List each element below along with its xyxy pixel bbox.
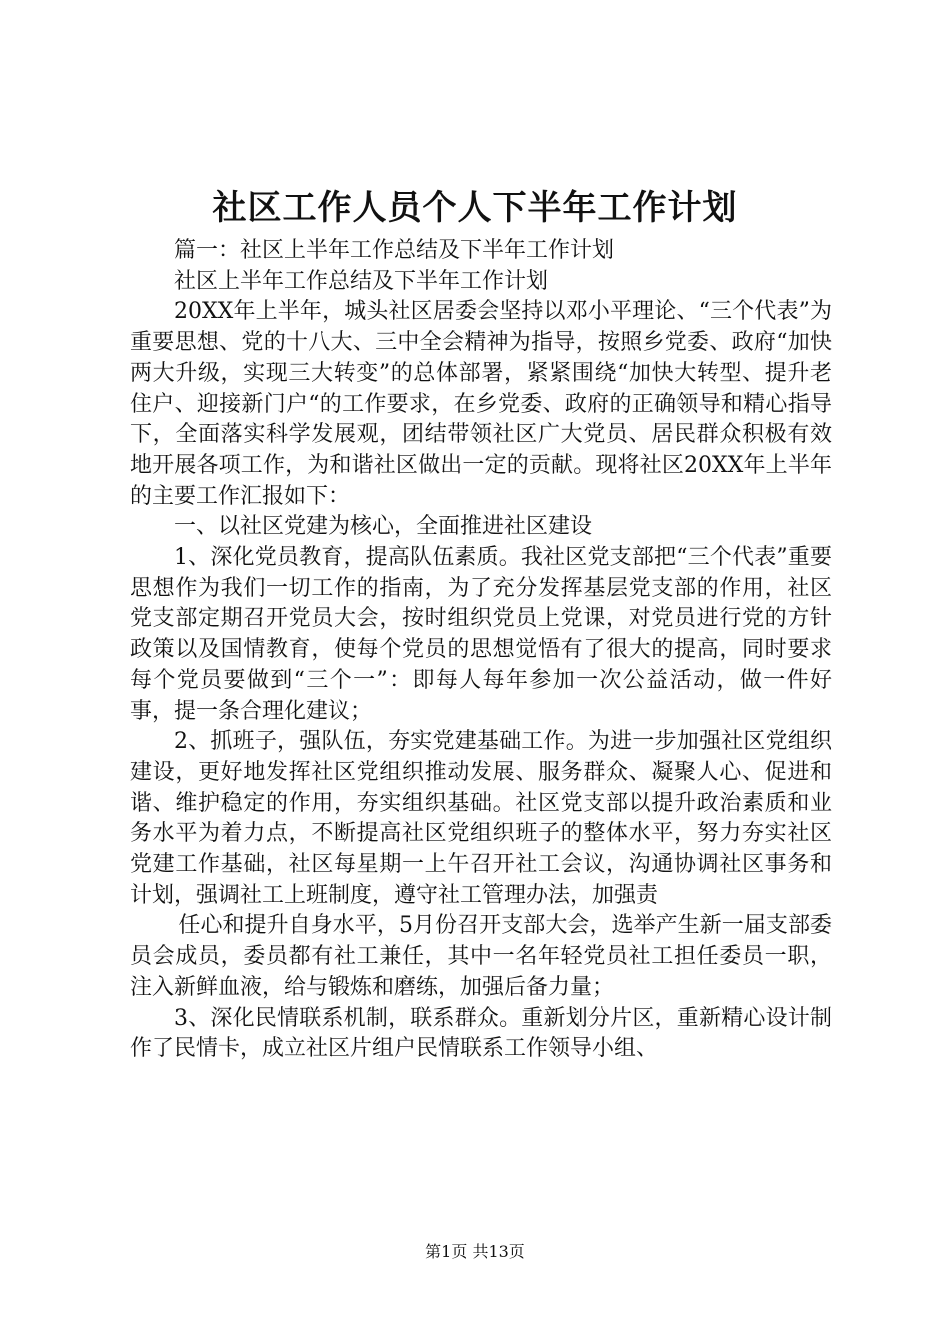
section-heading: 一、以社区党建为核心，全面推进社区建设 — [174, 514, 593, 540]
document-body — [130, 236, 832, 1065]
paragraph-heading: 社区上半年工作总结及下半年工作计划 — [174, 268, 549, 294]
paragraph-item-1: 1、深化党员教育，提高队伍素质。我社区党支部把“三个代表”重要思想作为我们一切工作的指南，为了充分发挥基层党支部的作用，社区党支部定期召开党员大会，按时组织党员上党课，对党员进行党的方针政策以及国情教育，使每个党员的思想觉悟有了很大的提高，同时要求每个党员要做到“三个一”：即每人每年参加一次公益活动，做一件好事，提一条合理化建议； — [130, 545, 832, 724]
document-title: 社区工作人员个人下半年工作计划 — [212, 188, 738, 228]
paragraph-item-3: 3、深化民情联系机制，联系群众。重新划分片区，重新精心设计制作了民情卡，成立社区片组户民情联系工作领导小组、 — [130, 1005, 832, 1062]
paragraph-intro: 20XX年上半年，城头社区居委会坚持以邓小平理论、“三个代表”为重要思想、党的十八大、三中全会精神为指导，按照乡党委、政府“加快两大升级，实现三大转变”的总体部署，紧紧围绕“加快大转型、提升老住户、迎接新门户“的工作要求，在乡党委、政府的正确领导和精心指导下，全面落实科学发展观，团结带领社区广大党员、居民群众积极有效地开展各项工作，为和谐社区做出一定的贡献。现将社区20XX年上半年的主要工作汇报如下： — [130, 299, 832, 509]
page-footer: 第1页 共13页 — [425, 1242, 525, 1261]
paragraph-item-2: 2、抓班子，强队伍，夯实党建基础工作。为进一步加强社区党组织建设，更好地发挥社区党组织推动发展、服务群众、凝聚人心、促进和谐、维护稳定的作用，夯实组织基础。社区党支部以提升政治素质和业务水平为着力点，不断提高社区党组织班子的整体水平，努力夯实社区党建工作基础，社区每星期一上午召开社工会议，沟通协调社区事务和计划，强调社工上班制度，遵守社工管理办法，加强责 — [130, 729, 832, 908]
paragraph-item-2-continued: 任心和提升自身水平，5月份召开支部大会，选举产生新一届支部委员会成员，委员都有社工兼任，其中一名年轻党员社工担任委员一职，注入新鲜血液，给与锻炼和磨练，加强后备力量； — [130, 913, 832, 1000]
paragraph-subtitle: 篇一：社区上半年工作总结及下半年工作计划 — [174, 238, 615, 263]
